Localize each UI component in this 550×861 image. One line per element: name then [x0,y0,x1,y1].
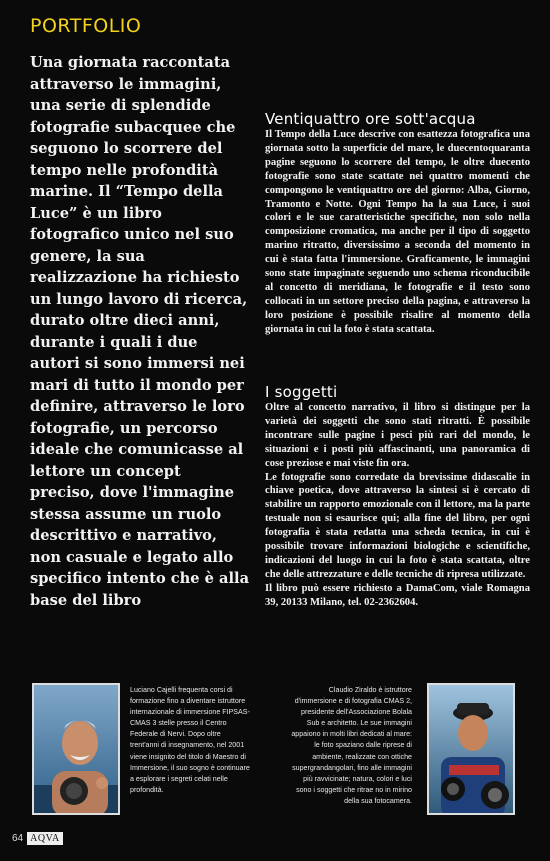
diver-with-camera-image [429,685,515,815]
section-2-paragraph-3: Il libro può essere richiesto a DamaCom, viale Romagna 39, 20133 Milano, tel. 02-2362604. [265,582,530,608]
author-photo-ziraldo [427,683,515,815]
section-1-body: Il Tempo della Luce descrive con esattezza fotografica una giornata sotto la superficie del mare, le duecentoquaranta pagine seguono lo scorrere del tempo, le oltre duecento fotografie sono state scattate nei quattro momenti che compongono le ventiquattro ore del giorno: Alba, Giorno, Tramonto e Notte. Ogni Tempo ha la sua Luce, i suoi colori e le sue caratteristiche specifiche, non solo nella composizione cromatica, ma anche per il tipo di soggetto marino ritratto, diversissimo a seconda del momento in cui è stata fatta l'immersione. Graficamente, le immagini sono state impaginate seguendo uno schema riconducibile al concetto di meridiana, le fotografie e il testo sono collocati in un settore preciso della pagina, e attraverso la loro posizione è possibile risalire al momento della giornata in cui la foto è stata scattata. [265,129,530,335]
magazine-logo: AQVA [27,832,63,845]
section-2-paragraph-2: Le fotografie sono corredate da brevissime didascalie in chiave poetica, dove attraverso la sintesi si è cercato di stabilire un rapporto emozionale con il lettore, ma la parte testuale non si esaurisce qui; alla fine del libro, per ogni fotografia è stata redatta una scheda tecnica, in cui è possibile trovare informazioni biologiche e scientifiche, indicazioni del luogo in cui la foto è stata scattata, oltre che delle attrezzature e delle tecniche di ripresa utilizzate. [265,471,530,580]
intro-text: Una giornata raccontata attraverso le immagini, una serie di splendide fotografie subacquee che seguono lo scorrere del tempo nelle profondità marine. Il “Tempo della Luce” è un libro fotografico unico nel suo genere, la sua realizzazione ha richiesto un lungo lavoro di ricerca, durato oltre dieci anni, durante i quali i due autori si sono immersi nei mari di tutto il mondo per definire, attraverso le loro fotografie, un percorso ideale che comunicasse al lettore un concept preciso, dove l'immagine stessa assume un ruolo descrittivo e narrativo, non casuale e legato allo specifico intento che è alla base del libro [30,54,250,609]
section-1 [265,110,530,337]
diver-portrait-image [34,685,120,815]
section-2 [265,383,530,610]
section-title: PORTFOLIO [30,15,142,37]
page-footer [12,832,63,845]
section-1-heading: Ventiquattro ore sott'acqua [265,110,476,128]
section-2-paragraph-1: Oltre al concetto narrativo, il libro si distingue per la varietà dei soggetti che sono stati ritratti. È possibile incontrare sulle pagine i pesci più rari del mondo, le situazioni e i posti più affascinanti, una panoramica di cose preziose e mai viste fin ora. [265,402,530,469]
bio-ziraldo: Claudio Ziraldo è istruttore d'immersione e di fotografia CMAS 2, presidente dell'Associazione Bolala Sub e architetto. Le sue immagini appaiono in molti libri dedicati al mare: le foto spaziano dalle riprese di ambiente, realizzate con ottiche supergrandangolari, fino alle immagini più ravvicinate; natura, colori e luci sono i soggetti che ritrae no in mirino della sua fotocamera. [291,686,412,805]
author-photo-cajelli [32,683,120,815]
bio-cajelli: Luciano Cajelli frequenta corsi di formazione fino a diventare istruttore internazionale di immersione FIPSAS-CMAS 3 stelle presso il Centro Federale di Nervi. Dopo oltre trent'anni di insegnamento, nel 2001 viene insignito del titolo di Maestro di Immersione, il suo sogno è continuare a esplorare i segreti celati nelle profondità. [130,686,250,794]
page-number: 64 [12,833,24,844]
section-2-heading: I soggetti [265,383,338,401]
